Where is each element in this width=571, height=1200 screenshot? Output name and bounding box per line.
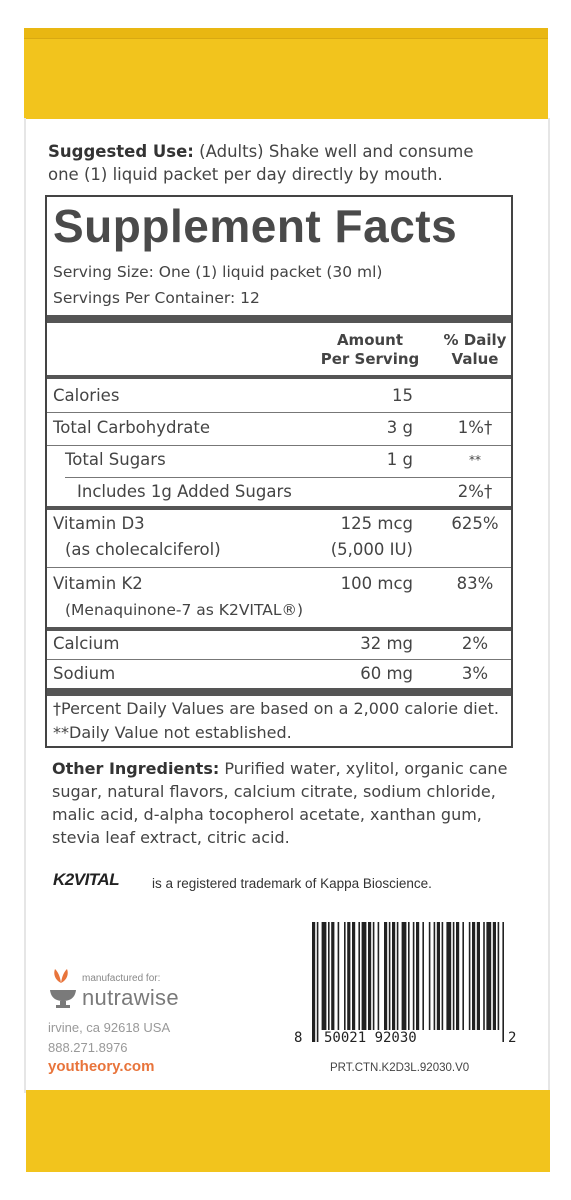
box-bottom-flap — [26, 1090, 550, 1172]
row-calcium-dv: 2% — [461, 634, 489, 653]
thick-rule — [47, 315, 511, 323]
supplement-facts-panel — [45, 195, 513, 748]
row-added-sugars-dv: 2%† — [457, 482, 493, 501]
other-ingredients-line4: stevia leaf extract, citric acid. — [52, 828, 290, 847]
header-dv-line1: % Daily — [443, 331, 507, 349]
brand-name: nutrawise — [82, 985, 179, 1010]
header-rule — [47, 375, 511, 379]
barcode-bar — [462, 922, 464, 1030]
footnote-not-established: **Daily Value not established. — [53, 723, 292, 742]
barcode-bar — [416, 922, 419, 1030]
barcode-bar — [456, 922, 459, 1030]
manufactured-for-label: manufactured for: — [82, 973, 161, 984]
barcode-bar — [502, 922, 504, 1042]
phone: 888.271.8976 — [48, 1040, 128, 1055]
leaf-icon — [52, 968, 70, 984]
row-sugars-name: Total Sugars — [65, 450, 166, 469]
barcode-bar — [472, 922, 475, 1030]
row-calories-amount: 15 — [392, 386, 413, 405]
box-top-flap — [24, 38, 548, 119]
barcode-bar — [317, 922, 319, 1042]
row-vitk2-sub: (Menaquinone-7 as K2VITAL®) — [65, 601, 304, 619]
row-vitk2-amount: 100 mcg — [340, 574, 413, 593]
serving-size: Serving Size: One (1) liquid packet (30 ml) — [53, 263, 383, 281]
box-left-edge — [24, 118, 26, 1093]
row-sugars-amount: 1 g — [386, 450, 413, 469]
barcode-right-digit: 2 — [508, 1030, 517, 1046]
header-amount-line2: Per Serving — [320, 350, 420, 368]
row-carb-amount: 3 g — [386, 418, 413, 437]
website-url: youtheory.com — [48, 1058, 155, 1075]
barcode-bar — [413, 922, 415, 1030]
trademark-text: is a registered trademark of Kappa Bioscience. — [152, 876, 432, 891]
barcode — [310, 922, 508, 1042]
barcode-bar — [392, 922, 395, 1030]
row-divider — [47, 659, 511, 660]
barcode-bar — [486, 922, 491, 1030]
barcode-bar — [446, 922, 451, 1030]
barcode-bar — [344, 922, 346, 1030]
thick-rule — [47, 688, 511, 696]
barcode-bar — [358, 922, 360, 1030]
section-rule — [47, 506, 511, 510]
barcode-bar — [483, 922, 485, 1030]
barcode-bar — [402, 922, 407, 1030]
row-sodium-dv: 3% — [461, 664, 489, 683]
other-ingredients-line1: Purified water, xylitol, organic cane — [224, 759, 508, 778]
barcode-bar — [469, 922, 471, 1030]
row-vitd3-dv: 625% — [451, 514, 499, 533]
header-amount — [315, 331, 425, 369]
row-carb-dv: 1%† — [457, 418, 493, 437]
barcode-bar — [477, 922, 480, 1030]
barcode-bar — [453, 922, 455, 1030]
barcode-bar — [328, 922, 330, 1030]
row-sodium-amount: 60 mg — [360, 664, 413, 683]
row-vitk2-name: Vitamin K2 — [53, 574, 143, 593]
barcode-bar — [422, 922, 424, 1030]
barcode-left-digit: 8 — [294, 1030, 303, 1046]
header-amount-line1: Amount — [336, 331, 404, 349]
barcode-bar — [429, 922, 431, 1030]
other-ingredients-line3: malic acid, d-alpha tocopherol acetate, xanthan gum, — [52, 805, 482, 824]
suggested-use-label: Suggested Use: — [48, 142, 194, 161]
other-ingredients — [52, 757, 522, 849]
barcode-bar — [338, 922, 340, 1030]
barcode-bar — [442, 922, 444, 1030]
barcode-bar — [493, 922, 496, 1030]
row-calcium-amount: 32 mg — [360, 634, 413, 653]
facts-title: Supplement Facts — [53, 200, 458, 252]
barcode-bar — [397, 922, 399, 1030]
barcode-bar — [347, 922, 350, 1030]
row-carb-name: Total Carbohydrate — [53, 418, 210, 437]
barcode-bar — [389, 922, 391, 1030]
barcode-bar — [437, 922, 440, 1030]
header-dv-line2: Value — [451, 350, 499, 368]
barcode-bar — [498, 922, 500, 1030]
suggested-use — [48, 140, 528, 186]
row-divider — [47, 567, 511, 568]
barcode-bar — [322, 922, 327, 1030]
barcode-bar — [362, 922, 367, 1030]
other-ingredients-label: Other Ingredients: — [52, 759, 220, 778]
barcode-bar — [434, 922, 436, 1030]
row-divider — [47, 445, 511, 446]
row-divider — [47, 412, 511, 413]
barcode-digits: 50021 92030 — [324, 1030, 417, 1046]
footnote-dv: †Percent Daily Values are based on a 2,000 calorie diet. — [53, 699, 499, 718]
barcode-bar — [312, 922, 315, 1042]
row-added-sugars-name: Includes 1g Added Sugars — [77, 482, 292, 501]
row-vitd3-iu: (5,000 IU) — [330, 540, 413, 559]
servings-per-container: Servings Per Container: 12 — [53, 289, 260, 307]
barcode-bar — [384, 922, 387, 1030]
address: irvine, ca 92618 USA — [48, 1020, 171, 1035]
row-calcium-name: Calcium — [53, 634, 120, 653]
section-rule — [47, 627, 511, 631]
barcode-bar — [368, 922, 371, 1030]
header-daily-value — [437, 331, 513, 369]
suggested-use-line1: (Adults) Shake well and consume — [199, 142, 474, 161]
row-vitd3-sub: (as cholecalciferol) — [65, 540, 221, 559]
k2vital-logo: K2VITAL — [53, 870, 120, 889]
row-divider — [65, 477, 511, 478]
box-right-edge — [548, 118, 550, 1093]
print-code: PRT.CTN.K2D3L.92030.V0 — [330, 1062, 470, 1074]
barcode-bar — [373, 922, 375, 1030]
barcode-bar — [331, 922, 334, 1030]
row-sugars-dv: ** — [469, 453, 481, 467]
row-vitk2-dv: 83% — [456, 574, 494, 593]
row-calories-name: Calories — [53, 386, 120, 405]
row-vitd3-name: Vitamin D3 — [53, 514, 145, 533]
suggested-use-line2: one (1) liquid packet per day directly by mouth. — [48, 165, 443, 184]
barcode-bar — [352, 922, 355, 1030]
barcode-bar — [408, 922, 410, 1042]
row-vitd3-amount: 125 mcg — [340, 514, 413, 533]
barcode-bar — [378, 922, 380, 1030]
nutrawise-mortar-icon — [48, 987, 78, 1009]
other-ingredients-line2: sugar, natural flavors, calcium citrate, sodium chloride, — [52, 782, 496, 801]
row-sodium-name: Sodium — [53, 664, 116, 683]
